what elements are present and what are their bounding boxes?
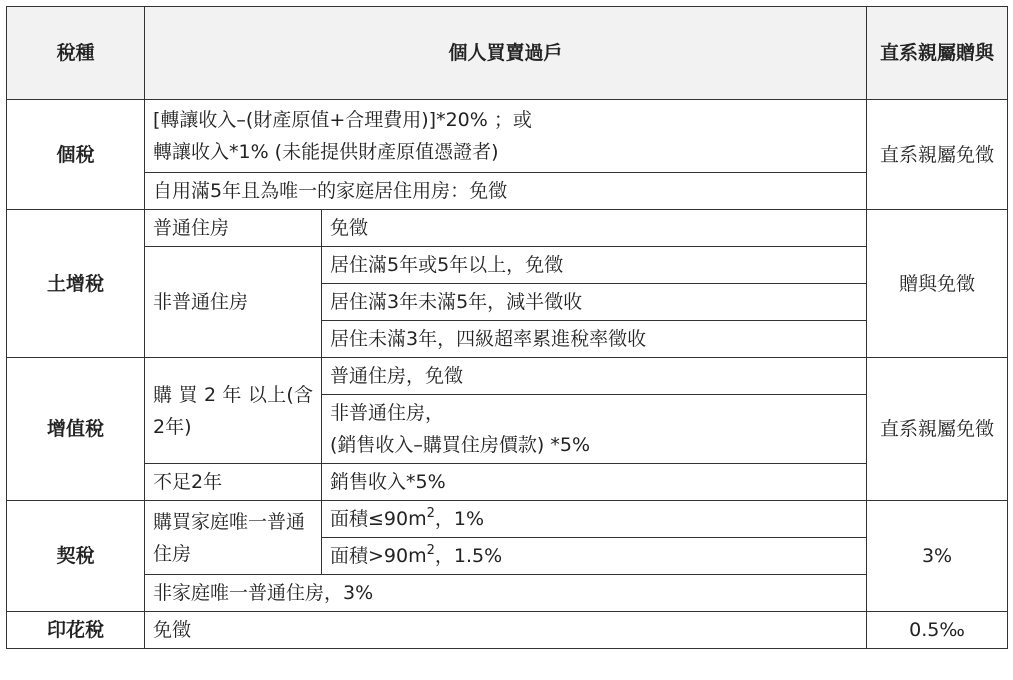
table-row (7, 575, 1008, 612)
table-row (7, 173, 1008, 210)
deed-area-small-rate: ，1% (434, 508, 485, 530)
vat-under2-value: 銷售收入*5% (322, 464, 867, 501)
header-row (7, 7, 1008, 100)
deed-area-large-rate: ，1.5% (434, 545, 503, 567)
vat-over2-nonordinary (322, 395, 867, 464)
table-row (7, 501, 1008, 538)
land-appreciation-gift: 贈與免徵 (867, 210, 1008, 358)
deed-area-small-text: 面積≤90m (330, 508, 427, 530)
header-family-gift: 直系親屬贈與 (867, 7, 1008, 100)
table-row (7, 210, 1008, 247)
table-row (7, 100, 1008, 173)
land-nonordinary-label: 非普通住房 (145, 247, 322, 358)
land-nonordinary-value: 居住未滿3年，四級超率累進稅率徵收 (322, 321, 867, 358)
land-ordinary-label: 普通住房 (145, 210, 322, 247)
table-row (7, 612, 1008, 649)
tax-table-container (6, 6, 1008, 649)
superscript: 2 (426, 543, 435, 558)
vat-gift: 直系親屬免徵 (867, 358, 1008, 501)
personal-income-formula-line2: 轉讓收入*1% (未能提供財產原值憑證者) (153, 141, 499, 163)
deed-gift: 3% (867, 501, 1008, 612)
vat-over2-nonordinary-line2: (銷售收入–購買住房價款) *5% (330, 434, 591, 456)
land-ordinary-value: 免徵 (322, 210, 867, 247)
stamp-value: 免徵 (145, 612, 867, 649)
tax-name-vat: 增值稅 (7, 358, 145, 501)
tax-name-land-appreciation: 土增稅 (7, 210, 145, 358)
tax-name-stamp: 印花稅 (7, 612, 145, 649)
table-row (7, 358, 1008, 395)
table-row (7, 247, 1008, 284)
personal-income-formula (145, 100, 867, 173)
land-nonordinary-value: 居住滿3年未滿5年，減半徵收 (322, 284, 867, 321)
tax-table (6, 6, 1008, 649)
header-tax-type: 稅種 (7, 7, 145, 100)
land-nonordinary-value: 居住滿5年或5年以上，免徵 (322, 247, 867, 284)
vat-over2-nonordinary-line1: 非普通住房， (330, 402, 445, 424)
deed-area-large (322, 538, 867, 575)
stamp-gift: 0.5‰ (867, 612, 1008, 649)
deed-only-home-label: 購買家庭唯一普通住房 (145, 501, 322, 575)
deed-area-small (322, 501, 867, 538)
vat-under2-label: 不足2年 (145, 464, 322, 501)
header-individual-transfer: 個人買賣過戶 (145, 7, 867, 100)
tax-name-deed: 契稅 (7, 501, 145, 612)
tax-name-personal-income: 個稅 (7, 100, 145, 210)
deed-non-only-home: 非家庭唯一普通住房，3% (145, 575, 867, 612)
vat-over2-label: 購 買 2 年 以上(含2年) (145, 358, 322, 464)
vat-over2-ordinary: 普通住房，免徵 (322, 358, 867, 395)
deed-area-large-text: 面積>90m (330, 545, 427, 567)
personal-income-gift: 直系親屬免徵 (867, 100, 1008, 210)
personal-income-formula-line1: [轉讓收入–(財產原值+合理費用)]*20% ；或 (153, 109, 532, 131)
table-row (7, 464, 1008, 501)
personal-income-exemption: 自用滿5年且為唯一的家庭居住用房：免徵 (145, 173, 867, 210)
superscript: 2 (426, 506, 435, 521)
